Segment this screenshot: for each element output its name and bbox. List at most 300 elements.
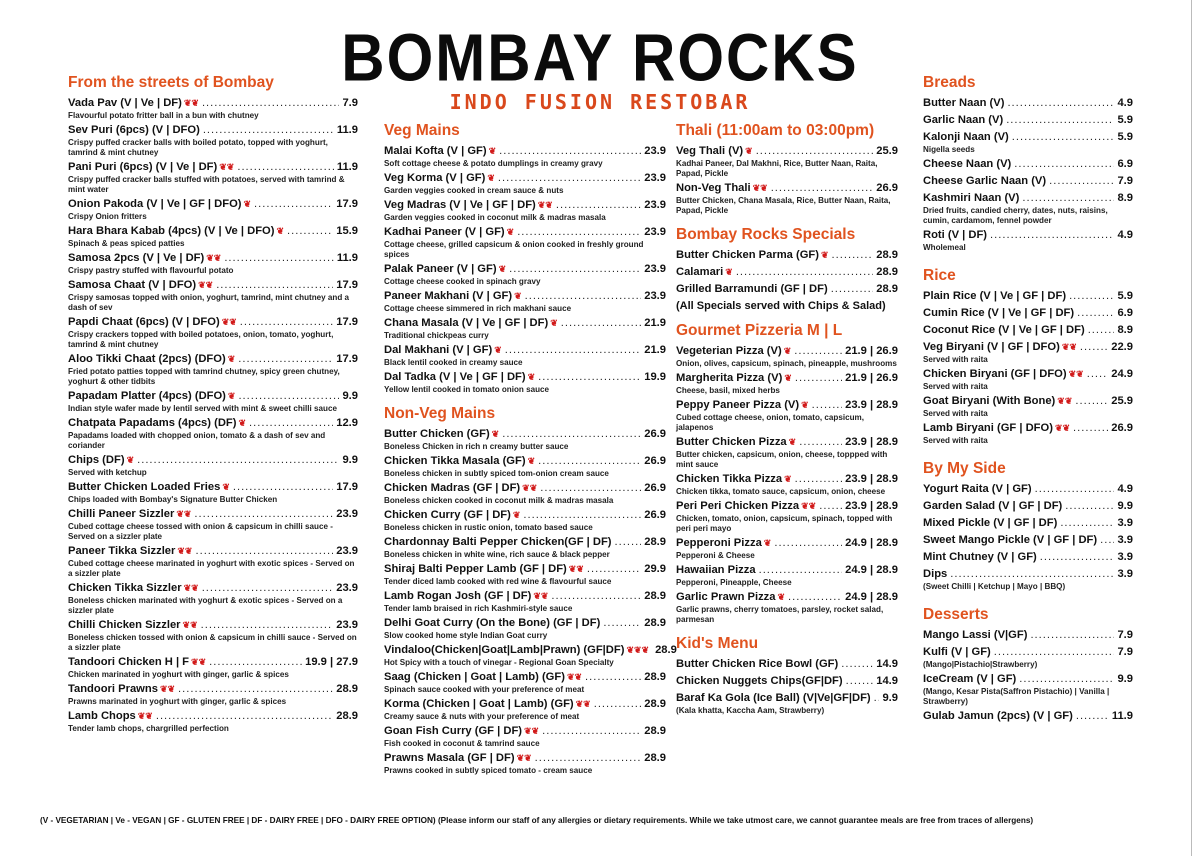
item-description: Garden veggies cooked in cream sauce & nuts [384, 186, 564, 195]
item-name: Hawaiian Pizza [676, 564, 756, 576]
chili-pepper-icon: ❦ [514, 291, 522, 301]
item-price: 23.9 [644, 172, 666, 184]
menu-item [923, 394, 1133, 419]
item-name: Mixed Pickle (V | GF | DF) [923, 517, 1058, 529]
item-description: Tender lamb chops, chargrilled perfection [68, 724, 229, 733]
chili-pepper-icon: ❦❦ [182, 620, 198, 630]
leader-dots [1014, 157, 1114, 172]
item-name: Tandoori Prawns [68, 683, 158, 695]
menu-item [384, 144, 666, 169]
item-name: Palak Paneer (V | GF) [384, 263, 497, 275]
item-name: Sev Puri (6pcs) (V | DFO) [68, 124, 200, 136]
item-description: Garlic prawns, cherry tomatoes, parsley, rocket salad, parmesan [676, 605, 884, 624]
chili-pepper-icon: ❦ [512, 510, 521, 520]
item-price: 23.9 [644, 290, 666, 302]
menu-item [676, 435, 898, 470]
menu-item [923, 306, 1133, 321]
item-name: Chicken Tikka Sizzler [68, 582, 182, 594]
leader-dots [1030, 628, 1114, 643]
chili-pepper-icon: ❦ [243, 199, 252, 209]
menu-section-by-my-side [923, 460, 1133, 592]
item-price: 23.9 | 28.9 [845, 436, 898, 448]
item-name: Sweet Mango Pickle (V | GF | DF) [923, 534, 1098, 546]
item-description: Crispy Onion fritters [68, 212, 147, 221]
item-description: (Kala khatta, Kaccha Aam, Strawberry) [676, 706, 825, 715]
menu-item [68, 682, 358, 707]
menu-item [384, 171, 666, 196]
chili-pepper-icon: ❦❦ [177, 546, 193, 556]
leader-dots [538, 370, 641, 385]
item-name: Plain Rice (V | Ve | GF | DF) [923, 290, 1067, 302]
menu-item [68, 197, 358, 222]
leader-dots [1049, 174, 1114, 189]
item-name: Veg Madras (V | Ve | GF | DF) [384, 199, 536, 211]
leader-dots [561, 316, 641, 331]
item-price: 23.9 [336, 582, 358, 594]
menu-item [923, 672, 1133, 707]
item-price: 23.9 | 28.9 [845, 399, 898, 411]
item-name: Non-Veg Thali [676, 182, 751, 194]
menu-item [923, 567, 1133, 592]
item-name: Shiraj Balti Pepper Lamb (GF | DF) [384, 563, 567, 575]
item-description: Boneless Chicken in rich n creamy butter sauce [384, 442, 569, 451]
leader-dots [603, 616, 641, 631]
menu-item [384, 562, 666, 587]
leader-dots [587, 562, 641, 577]
item-name: Lamb Rogan Josh (GF | DF) [384, 590, 532, 602]
brand-title: BOMBAY ROCKS [341, 19, 859, 95]
menu-item [68, 618, 358, 653]
item-description: Served with raita [923, 436, 988, 445]
menu-column-right [923, 74, 1133, 726]
menu-item [923, 228, 1133, 253]
leader-dots [137, 453, 339, 468]
menu-item [676, 248, 898, 263]
item-price: 28.9 [644, 752, 666, 764]
menu-item [68, 352, 358, 387]
leader-dots [990, 228, 1114, 243]
section-title: Breads [923, 74, 976, 91]
item-name: Butter Chicken Parma (GF) [676, 249, 819, 261]
item-name: Chicken Tikka Pizza [676, 473, 783, 485]
menu-item [676, 563, 898, 588]
leader-dots [846, 674, 874, 689]
leader-dots [1007, 96, 1114, 111]
item-name: Paneer Tikka Sizzler [68, 545, 176, 557]
item-description: Pepperoni, Pineapple, Cheese [676, 578, 792, 587]
item-price: 3.9 [1117, 534, 1133, 546]
leader-dots [950, 567, 1114, 582]
item-description: Spinach sauce cooked with your preference of meat [384, 685, 585, 694]
item-description: Boneless chicken in rustic onion, tomato based sauce [384, 523, 593, 532]
item-name: Chilli Chicken Sizzler [68, 619, 181, 631]
leader-dots [832, 248, 874, 263]
chili-pepper-icon: ❦ [783, 346, 792, 356]
item-price: 26.9 [644, 509, 666, 521]
item-name: Butter Chicken (GF) [384, 428, 490, 440]
leader-dots [209, 655, 302, 670]
leader-dots [535, 751, 642, 766]
item-price: 5.9 [1117, 131, 1133, 143]
menu-item [384, 454, 666, 479]
chili-pepper-icon: ❦❦ [566, 672, 583, 682]
item-price: 9.9 [1117, 500, 1133, 512]
item-price: 11.9 [336, 124, 358, 136]
item-price: 11.9 [336, 161, 358, 173]
menu-item [923, 367, 1133, 392]
chili-pepper-icon: ❦❦ [568, 564, 584, 574]
menu-item [676, 674, 898, 689]
item-price: 26.9 [876, 182, 898, 194]
item-description: Pepperoni & Cheese [676, 551, 755, 560]
chili-pepper-icon: ❦ [801, 400, 809, 410]
item-name: Peppy Paneer Pizza (V) [676, 399, 800, 411]
leader-dots [756, 144, 874, 159]
leader-dots [505, 343, 641, 358]
section-title: Desserts [923, 606, 989, 623]
menu-item [384, 427, 666, 452]
menu-section-kid-s-menu [676, 635, 898, 716]
menu-item [676, 181, 898, 216]
section-title: Gourmet Pizzeria M | L [676, 322, 843, 339]
leader-dots [249, 416, 333, 431]
menu-section-gourmet-pizzeria-m-l [676, 322, 898, 625]
item-description: (Mango|Pistachio|Strawberry) [923, 660, 1038, 669]
menu-item [384, 289, 666, 314]
item-name: Yogurt Raita (V | GF) [923, 483, 1032, 495]
item-price: 28.9 [336, 710, 358, 722]
leader-dots [1077, 306, 1114, 321]
brand-subtitle: INDO FUSION RESTOBAR [449, 90, 751, 114]
menu-item [384, 225, 666, 260]
item-description: Prawns cooked in subtly spiced tomato - cream sauce [384, 766, 593, 775]
leader-dots [178, 682, 333, 697]
item-description: (Sweet Chilli | Ketchup | Mayo | BBQ) [923, 582, 1066, 591]
leader-dots [201, 618, 334, 633]
menu-item [384, 262, 666, 287]
item-description: Spinach & peas spiced patties [68, 239, 185, 248]
item-price: 28.9 [655, 644, 677, 656]
item-description: Crispy pastry stuffed with flavourful potato [68, 266, 234, 275]
item-name: Pani Puri (6pcs) (V | Ve | DF) [68, 161, 218, 173]
leader-dots [1080, 340, 1108, 355]
chili-pepper-icon: ❦ [227, 354, 236, 364]
menu-item [923, 340, 1133, 365]
leader-dots [525, 289, 642, 304]
item-description: Cubed cottage cheese tossed with onion & capsicum in chilli sauce - Served on a sizzler plate [68, 522, 333, 541]
item-price: 5.9 [1117, 114, 1133, 126]
item-description: Prawns marinated in yoghurt with ginger, garlic & spices [68, 697, 287, 706]
item-name: Delhi Goat Curry (On the Bone) (GF | DF) [384, 617, 601, 629]
item-name: Chardonnay Balti Pepper Chicken(GF | DF) [384, 536, 612, 548]
menu-item [923, 499, 1133, 514]
item-description: Served with raita [923, 355, 988, 364]
item-name: Samosa 2pcs (V | Ve | DF) [68, 252, 205, 264]
chili-pepper-icon: ❦ [487, 173, 495, 183]
item-name: Gulab Jamun (2pcs) (V | GF) [923, 710, 1073, 722]
item-name: Paneer Makhani (V | GF) [384, 290, 513, 302]
item-name: Goan Fish Curry (GF | DF) [384, 725, 523, 737]
item-description: Served with raita [923, 409, 988, 418]
menu-item [68, 315, 358, 350]
menu-item [384, 616, 666, 641]
leader-dots [203, 123, 334, 138]
leader-dots [238, 352, 333, 367]
menu-item [384, 670, 666, 695]
item-name: Kalonji Naan (V) [923, 131, 1009, 143]
menu-item [923, 323, 1133, 338]
menu-item [923, 550, 1133, 565]
item-price: 4.9 [1117, 97, 1133, 109]
leader-dots [238, 389, 339, 404]
chili-pepper-icon: ❦❦ [524, 726, 540, 736]
item-name: Lamb Biryani (GF | DFO) [923, 422, 1053, 434]
menu-item [923, 96, 1133, 111]
menu-item [384, 535, 666, 560]
chili-pepper-icon: ❦❦ [533, 591, 549, 601]
leader-dots [202, 581, 334, 596]
menu-item [68, 224, 358, 249]
item-price: 24.9 | 28.9 [845, 537, 898, 549]
item-price: 23.9 [336, 619, 358, 631]
item-name: IceCream (V | GF) [923, 673, 1017, 685]
leader-dots [1076, 709, 1109, 724]
item-name: Vegeterian Pizza (V) [676, 345, 782, 357]
item-name: Cheese Naan (V) [923, 158, 1012, 170]
item-price: 19.9 | 27.9 [305, 656, 358, 668]
item-description: Cubed cottage cheese, onion, tomato, capsicum, jalapenos [676, 413, 864, 432]
item-description: Hot Spicy with a touch of vinegar - Regional Goan Specialty [384, 658, 614, 667]
item-name: Saag (Chicken | Goat | Lamb) (GF) [384, 671, 565, 683]
item-price: 11.9 [336, 252, 358, 264]
item-name: Onion Pakoda (V | Ve | GF | DFO) [68, 198, 242, 210]
item-description: Nigella seeds [923, 145, 975, 154]
item-name: Papadam Platter (4pcs) (DFO) [68, 390, 226, 402]
leader-dots [287, 224, 333, 239]
chili-pepper-icon: ❦❦ [1054, 423, 1071, 433]
item-description: Cheese, basil, mixed herbs [676, 386, 780, 395]
menu-item [923, 516, 1133, 531]
item-description: Chips loaded with Bombay's Signature Butter Chicken [68, 495, 278, 504]
chili-pepper-icon: ❦❦ [159, 684, 176, 694]
menu-item [384, 724, 666, 749]
menu-column-left [68, 74, 358, 744]
leader-dots [812, 398, 842, 413]
item-price: 21.9 [644, 344, 666, 356]
chili-pepper-icon: ❦ [784, 474, 792, 484]
item-name: Grilled Barramundi (GF | DF) [676, 283, 828, 295]
item-price: 24.9 [1111, 368, 1133, 380]
chili-pepper-icon: ❦❦ [137, 711, 153, 721]
item-description: Wholemeal [923, 243, 966, 252]
leader-dots [1035, 482, 1115, 497]
item-price: 12.9 [336, 417, 358, 429]
leader-dots [216, 278, 333, 293]
item-name: Chatpata Papadams (4pcs) (DF) [68, 417, 237, 429]
chili-pepper-icon: ❦❦ [183, 583, 199, 593]
item-name: Chicken Nuggets Chips(GF|DF) [676, 675, 843, 687]
item-price: 28.9 [876, 249, 898, 261]
item-description: Papadams loaded with chopped onion, tomato & a dash of sev and coriander [68, 431, 326, 450]
section-note: (All Specials served with Chips & Salad) [676, 300, 886, 312]
chili-pepper-icon: ❦ [506, 227, 515, 237]
allergen-footer: (V - VEGETARIAN | Ve - VEGAN | GF - GLUTEN FREE | DF - DAIRY FREE | DFO - DAIRY FREE OPTION) (Please inform our staff of any allergies or dietary requirements. While we take utmost care, we cannot guarantee meals are free from traces of allergens) [40, 816, 1034, 825]
leader-dots [1022, 191, 1114, 206]
item-price: 3.9 [1117, 517, 1133, 529]
chili-pepper-icon: ❦ [550, 318, 558, 328]
menu-column-center-right [676, 122, 898, 718]
section-title: Kid's Menu [676, 635, 759, 652]
menu-item [384, 316, 666, 341]
chili-pepper-icon: ❦ [527, 372, 536, 382]
chili-pepper-icon: ❦ [238, 418, 247, 428]
item-price: 9.9 [882, 692, 898, 704]
item-name: Kashmiri Naan (V) [923, 192, 1020, 204]
item-description: Cottage cheese simmered in rich makhani sauce [384, 304, 572, 313]
menu-item [384, 697, 666, 722]
item-name: Pepperoni Pizza [676, 537, 762, 549]
item-description: Cubed cottage cheese marinated in yoghurt with exotic spices - Served on a sizzler plate [68, 559, 355, 578]
item-price: 19.9 [644, 371, 666, 383]
item-name: Veg Korma (V | GF) [384, 172, 486, 184]
menu-item [676, 691, 898, 716]
item-price: 9.9 [342, 390, 358, 402]
item-name: Mint Chutney (V | GF) [923, 551, 1037, 563]
item-description: Chicken, tomato, onion, capsicum, spinach, topped with peri peri mayo [676, 514, 893, 533]
chili-pepper-icon: ❦ [222, 482, 230, 492]
section-title: Rice [923, 267, 956, 284]
menu-section-rice [923, 267, 1133, 446]
leader-dots [1060, 516, 1114, 531]
leader-dots [502, 427, 641, 442]
item-name: Garlic Naan (V) [923, 114, 1004, 126]
menu-item [68, 160, 358, 195]
item-name: Malai Kofta (V | GF) [384, 145, 487, 157]
item-price: 28.9 [336, 683, 358, 695]
item-name: Chips (DF) [68, 454, 125, 466]
chili-pepper-icon: ❦❦ [1057, 396, 1073, 406]
leader-dots [1040, 550, 1115, 565]
item-description: Fried potato patties topped with tamrind chutney, spicy green chutney, yoghurt & other tidbits [68, 367, 340, 386]
item-name: Vindaloo(Chicken|Goat|Lamb|Prawn) (GF|DF) [384, 644, 625, 656]
menu-item [923, 482, 1133, 497]
leader-dots [224, 251, 334, 266]
item-price: 23.9 | 28.9 [845, 473, 898, 485]
item-description: Onion, olives, capsicum, spinach, pineapple, mushrooms [676, 359, 897, 368]
item-name: Veg Biryani (V | GF | DFO) [923, 341, 1060, 353]
item-price: 28.9 [644, 617, 666, 629]
item-name: Garden Salad (V | GF | DF) [923, 500, 1063, 512]
menu-item [384, 643, 677, 668]
leader-dots [585, 670, 641, 685]
page-edge [1191, 0, 1192, 856]
item-description: Slow cooked home style Indian Goat curry [384, 631, 548, 640]
menu-section-non-veg-mains [384, 405, 677, 776]
menu-item [923, 628, 1133, 643]
item-price: 24.9 | 28.9 [845, 591, 898, 603]
menu-item [923, 645, 1133, 670]
item-price: 17.9 [336, 279, 358, 291]
item-description: Dried fruits, candied cherry, dates, nuts, raisins, cumin, cardamom, fennel powder [923, 206, 1108, 225]
item-description: Cottage cheese, grilled capsicum & onion cooked in freshly ground spices [384, 240, 644, 259]
menu-item [68, 480, 358, 505]
leader-dots [523, 508, 641, 523]
item-description: Crispy puffed cracker balls stuffed with potatoes, served with tamrind & mint water [68, 175, 345, 194]
leader-dots [233, 480, 333, 495]
item-description: Boneless chicken cooked in coconut milk & madras masala [384, 496, 614, 505]
menu-section-desserts [923, 606, 1133, 724]
menu-item [384, 508, 666, 533]
item-price: 26.9 [1111, 422, 1133, 434]
item-price: 7.9 [1117, 175, 1133, 187]
item-price: 24.9 | 28.9 [845, 564, 898, 576]
item-price: 21.9 [644, 317, 666, 329]
chili-pepper-icon: ❦❦ [176, 509, 192, 519]
item-price: 5.9 [1117, 290, 1133, 302]
menu-item [68, 123, 358, 158]
item-price: 23.9 [644, 145, 666, 157]
item-price: 17.9 [336, 316, 358, 328]
chili-pepper-icon: ❦ [276, 226, 284, 236]
leader-dots [1019, 672, 1114, 687]
menu-section-bombay-rocks-specials [676, 226, 898, 314]
item-name: Peri Peri Chicken Pizza [676, 500, 800, 512]
section-title: Bombay Rocks Specials [676, 226, 856, 243]
leader-dots [1069, 289, 1114, 304]
section-title: From the streets of Bombay [68, 74, 274, 91]
item-price: 14.9 [876, 675, 898, 687]
leader-dots [551, 589, 641, 604]
chili-pepper-icon: ❦❦ [752, 183, 768, 193]
item-name: Butter Naan (V) [923, 97, 1005, 109]
item-name: Kadhai Paneer (V | GF) [384, 226, 505, 238]
item-description: Boneless chicken in subtly spiced tom-onion cream sauce [384, 469, 609, 478]
item-price: 8.9 [1117, 192, 1133, 204]
menu-item [676, 472, 898, 497]
menu-item [676, 371, 898, 396]
item-name: Hara Bhara Kabab (4pcs) (V | Ve | DFO) [68, 225, 275, 237]
section-title: Veg Mains [384, 122, 460, 139]
item-price: 17.9 [336, 198, 358, 210]
item-price: 21.9 | 26.9 [845, 372, 898, 384]
section-title: Thali (11:00am to 03:00pm) [676, 122, 875, 139]
item-price: 23.9 [644, 226, 666, 238]
chili-pepper-icon: ❦❦ [522, 483, 538, 493]
leader-dots [1006, 113, 1114, 128]
chili-pepper-icon: ❦ [788, 437, 797, 447]
leader-dots [542, 724, 641, 739]
menu-item [676, 657, 898, 672]
chili-pepper-icon: ❦❦ [219, 162, 235, 172]
menu-item [68, 96, 358, 121]
leader-dots [736, 265, 873, 280]
section-title: Non-Veg Mains [384, 405, 496, 422]
item-description: Yellow lentil cooked in tomato onion sauce [384, 385, 550, 394]
item-price: 9.9 [342, 454, 358, 466]
menu-item [923, 533, 1133, 548]
item-name: Chicken Madras (GF | DF) [384, 482, 521, 494]
item-price: 29.9 [644, 563, 666, 575]
item-name: Prawns Masala (GF | DF) [384, 752, 515, 764]
menu-item [384, 481, 666, 506]
leader-dots [799, 435, 842, 450]
item-name: Dal Makhani (V | GF) [384, 344, 493, 356]
menu-item [384, 198, 666, 223]
menu-item [923, 421, 1133, 446]
menu-item [923, 157, 1133, 172]
item-price: 7.9 [342, 97, 358, 109]
item-name: Calamari [676, 266, 724, 278]
